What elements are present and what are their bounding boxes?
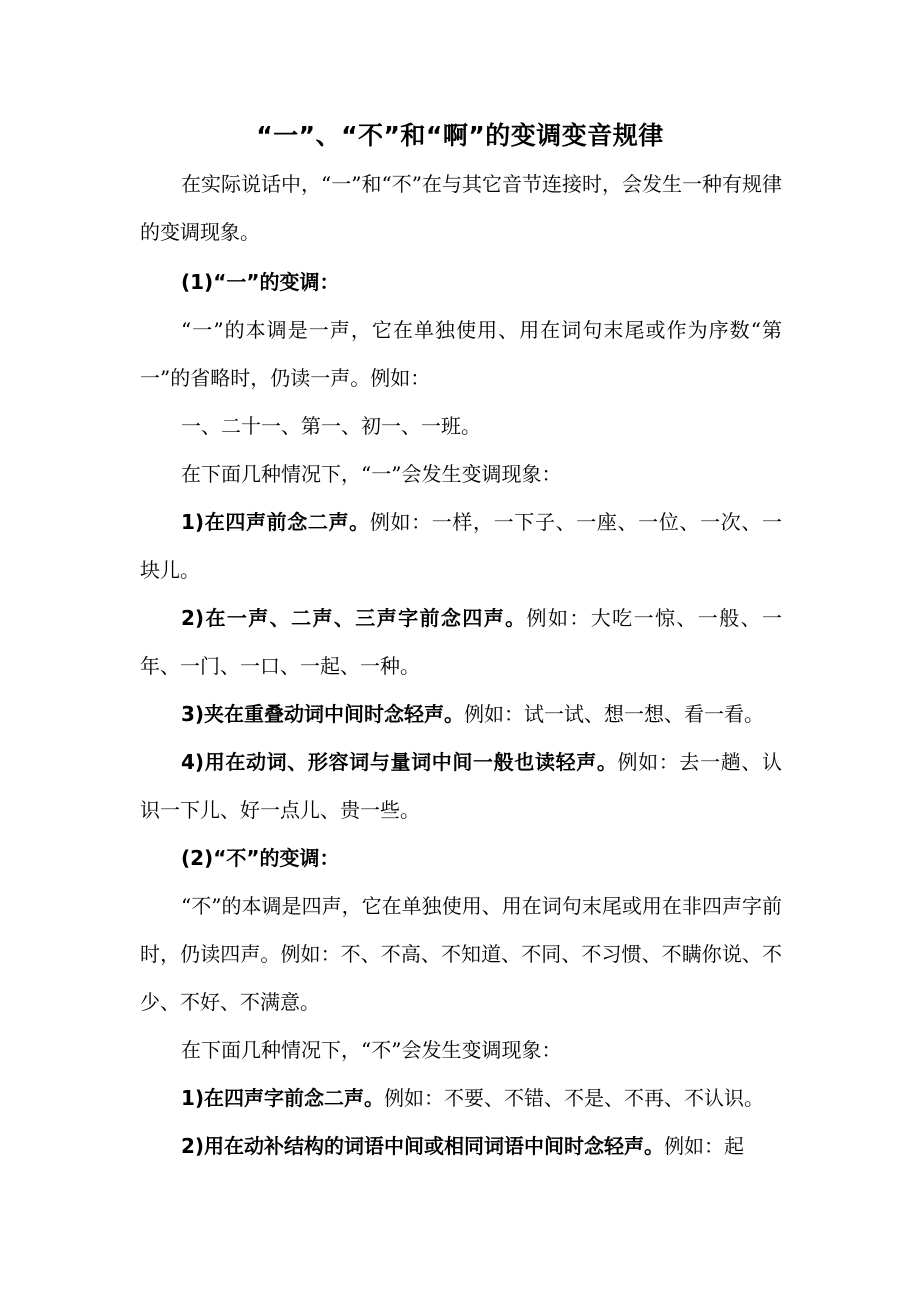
section1-cases-intro: 在下面几种情况下，“一”会发生变调现象： bbox=[181, 462, 562, 486]
rule-text: 例如：不要、不错、不是、不再、不认识。 bbox=[384, 1086, 765, 1110]
section2-rule-1 bbox=[140, 1074, 782, 1122]
section1-heading: (1)“一”的变调： bbox=[181, 270, 340, 294]
rule-text: 例如：一样，一下子、一座、一位、一次、一块儿。 bbox=[140, 510, 782, 582]
section2-base-tone: “不”的本调是四声，它在单独使用、用在词句末尾或用在非四声字前时，仍读四声。例如：不、不高、不知道、不同、不习惯、不瞒你说、不少、不好、不满意。 bbox=[140, 894, 782, 1014]
rule-label: 3)夹在重叠动词中间时念轻声。 bbox=[181, 702, 465, 726]
intro-paragraph: 在实际说话中，“一”和“不”在与其它音节连接时，会发生一种有规律的变调现象。 bbox=[140, 172, 782, 244]
rule-text: 例如：起 bbox=[664, 1134, 745, 1158]
rule-label: 1)在四声前念二声。 bbox=[181, 510, 370, 534]
section2-rule-2 bbox=[140, 1122, 782, 1170]
section1-rule-4 bbox=[140, 738, 782, 834]
rule-label: 2)用在动补结构的词语中间或相同词语中间时念轻声。 bbox=[181, 1134, 665, 1158]
section2-cases-intro: 在下面几种情况下，“不”会发生变调现象： bbox=[181, 1038, 562, 1062]
section1-rule-1 bbox=[140, 498, 782, 594]
rule-text: 例如：试一试、想一想、看一看。 bbox=[464, 702, 765, 726]
rule-label: 2)在一声、二声、三声字前念四声。 bbox=[181, 606, 527, 630]
section1-rule-3 bbox=[140, 690, 782, 738]
rule-label: 4)用在动词、形容词与量词中间一般也读轻声。 bbox=[181, 750, 618, 774]
document-title: “一”、“不”和“啊”的变调变音规律 bbox=[256, 121, 664, 150]
rule-text: 例如：大吃一惊、一般、一年、一门、一口、一起、一种。 bbox=[140, 606, 783, 678]
section1-examples: 一、二十一、第一、初一、一班。 bbox=[181, 414, 481, 438]
section1-rule-2 bbox=[140, 594, 782, 690]
rule-label: 1)在四声字前念二声。 bbox=[181, 1086, 385, 1110]
section2-heading: (2)“不”的变调： bbox=[181, 846, 340, 870]
rule-text: 例如：去一趟、认识一下儿、好一点儿、贵一些。 bbox=[140, 750, 782, 822]
section1-base-tone: “一”的本调是一声，它在单独使用、用在词句末尾或作为序数“第一”的省略时，仍读一声。例如： bbox=[140, 318, 782, 390]
